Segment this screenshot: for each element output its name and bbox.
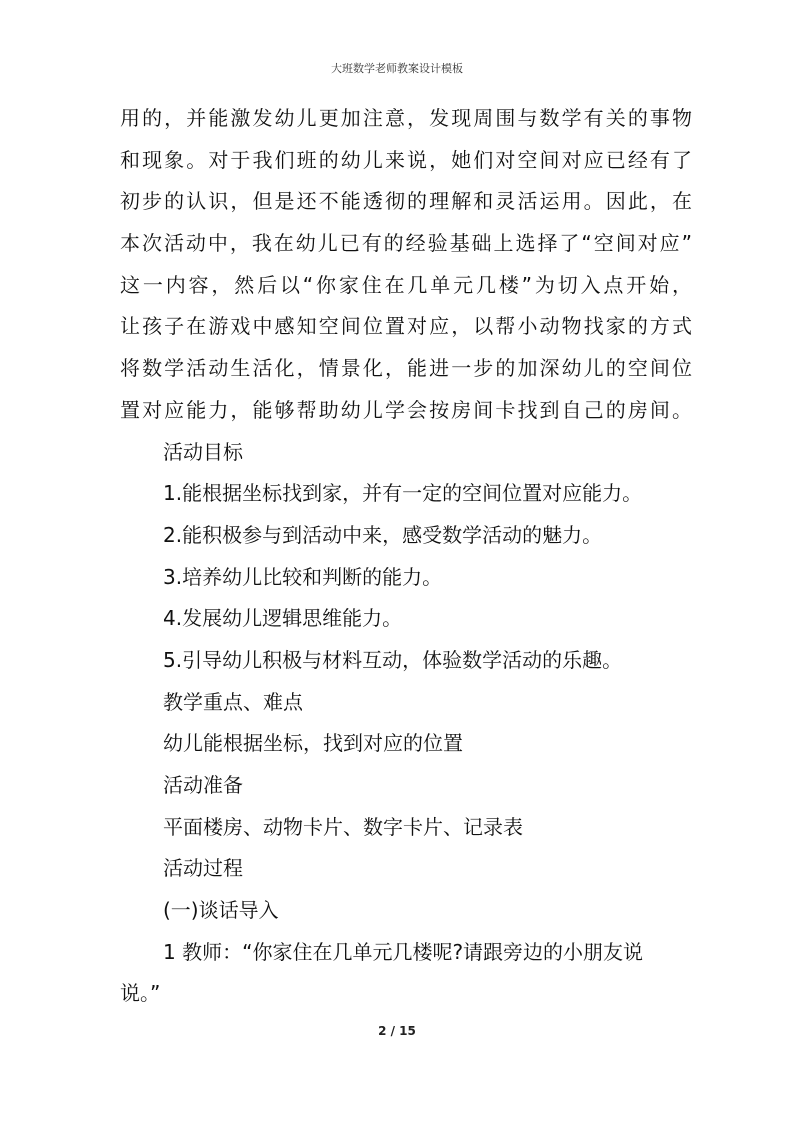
document-header: 大班数学老师教案设计模板	[331, 62, 463, 75]
section-heading-prep: 活动准备	[163, 773, 243, 797]
prep-text: 平面楼房、动物卡片、数字卡片、记录表	[163, 814, 523, 839]
goal-item: 3.培养幼儿比较和判断的能力。	[163, 564, 443, 589]
section-heading-process: 活动过程	[163, 856, 243, 881]
page-number: 2 / 15	[378, 1024, 416, 1038]
paragraph-line: 和现象。对于我们班的幼儿来说，她们对空间对应已经有了	[120, 147, 692, 172]
paragraph-line: 这一内容，然后以“你家住在几单元几楼”为切入点开始，	[120, 272, 692, 297]
section-heading-goals: 活动目标	[163, 439, 243, 464]
goal-item: 1.能根据坐标找到家，并有一定的空间位置对应能力。	[163, 481, 643, 506]
teacher-line: 1 教师：“你家住在几单元几楼呢?请跟旁边的小朋友说	[163, 939, 644, 964]
paragraph-line: 置对应能力，能够帮助幼儿学会按房间卡找到自己的房间。	[120, 397, 692, 422]
goal-item: 2.能积极参与到活动中来，感受数学活动的魅力。	[163, 522, 603, 547]
teacher-line-end: 说。”	[120, 981, 161, 1006]
paragraph-line: 将数学活动生活化，情景化，能进一步的加深幼儿的空间位	[120, 356, 692, 381]
paragraph-line: 让孩子在游戏中感知空间位置对应，以帮小动物找家的方式	[120, 314, 692, 339]
key-points-text: 幼儿能根据坐标，找到对应的位置	[163, 731, 463, 756]
paragraph-line: 初步的认识，但是还不能透彻的理解和灵活运用。因此，在	[120, 189, 692, 214]
goal-item: 4.发展幼儿逻辑思维能力。	[163, 606, 403, 631]
document-body	[120, 98, 692, 1015]
process-step: (一)谈话导入	[163, 898, 279, 923]
paragraph-line: 用的，并能激发幼儿更加注意，发现周围与数学有关的事物	[120, 106, 692, 130]
goal-item: 5.引导幼儿积极与材料互动，体验数学活动的乐趣。	[163, 647, 623, 672]
section-heading-key-points: 教学重点、难点	[163, 689, 303, 714]
paragraph-line: 本次活动中，我在幼儿已有的经验基础上选择了“空间对应”	[120, 231, 692, 256]
